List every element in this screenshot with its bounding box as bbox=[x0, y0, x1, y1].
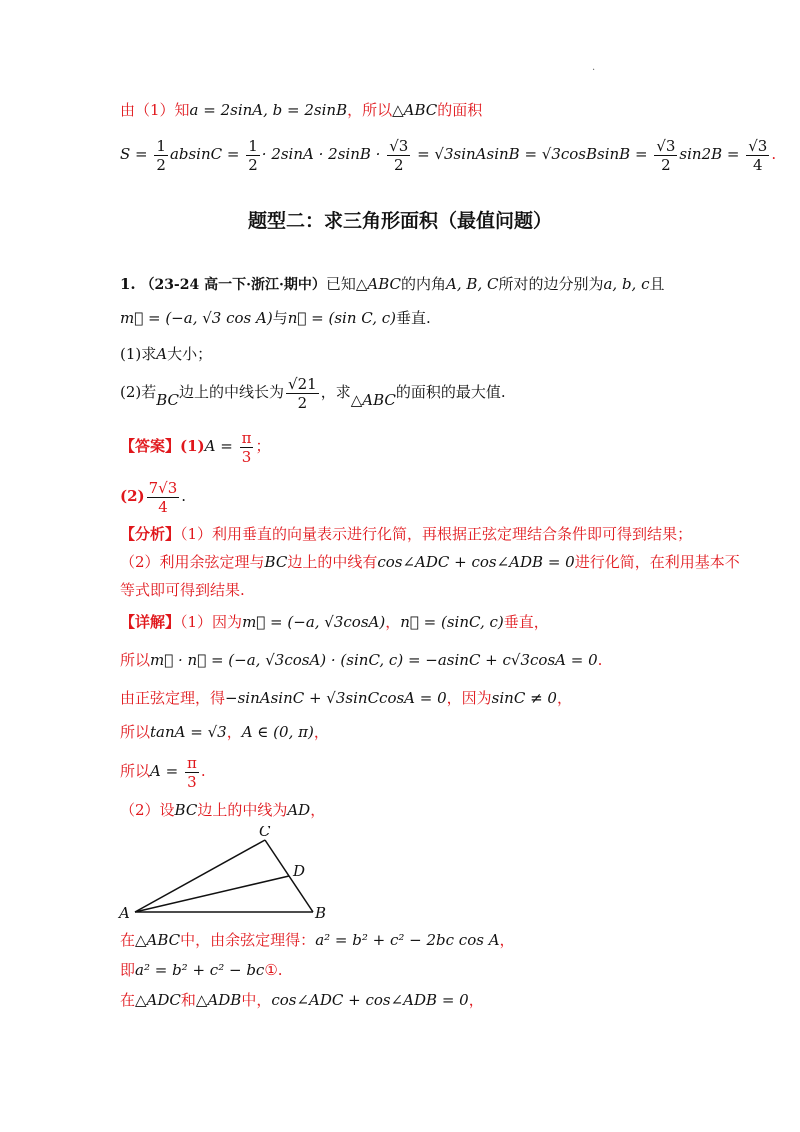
formula-part: sin2B = bbox=[679, 145, 745, 163]
question-triangle: △ABC bbox=[350, 391, 396, 409]
analysis-text: （1）利用垂直的向量表示进行化简，再根据正弦定理结合条件即可得到结果； bbox=[180, 525, 693, 543]
question-var: A bbox=[156, 345, 168, 363]
detail-text: 中，由余弦定理得： bbox=[180, 931, 316, 949]
formula-part: · 2sinA · 2sinB · bbox=[261, 145, 386, 163]
answer-label: 【答案】 bbox=[120, 437, 181, 455]
frac-den: 2 bbox=[156, 155, 166, 174]
detail-text: . bbox=[597, 651, 603, 669]
prev-text: 由（1）知 bbox=[120, 101, 190, 119]
detail-line-9 bbox=[120, 988, 484, 1012]
frac-den: 2 bbox=[297, 393, 308, 412]
frac-den: 3 bbox=[241, 447, 252, 466]
detail-text: （2）设 bbox=[120, 801, 175, 819]
detail-text: ， bbox=[313, 723, 329, 741]
detail-math: −sinAsinC + √3sinCcosA = 0 bbox=[225, 689, 447, 707]
frac-den: 2 bbox=[248, 155, 258, 174]
detail-text: . bbox=[200, 762, 206, 780]
fraction-sqrt3-2 bbox=[387, 137, 410, 174]
detail-text: 垂直， bbox=[503, 613, 549, 631]
fraction-7sqrt3-4 bbox=[147, 479, 180, 516]
fraction-half bbox=[246, 137, 260, 174]
answer-line-1 bbox=[120, 428, 270, 466]
detail-line-4 bbox=[120, 720, 329, 744]
frac-num: √21 bbox=[288, 374, 317, 393]
detail-math: sinC ≠ 0 bbox=[491, 689, 557, 707]
detail-text: ， bbox=[499, 931, 515, 949]
fraction-pi-3 bbox=[185, 754, 199, 791]
question-text: ，求 bbox=[320, 383, 351, 401]
frac-den: 2 bbox=[393, 155, 404, 174]
analysis-var: BC bbox=[264, 553, 288, 571]
problem-text: 所对的边分别为 bbox=[498, 275, 604, 293]
formula-end: . bbox=[771, 145, 777, 163]
answer-part: (1) bbox=[180, 437, 205, 455]
frac-den: 2 bbox=[661, 155, 671, 174]
detail-label: 【详解】 bbox=[120, 613, 181, 631]
fraction-sqrt3-4 bbox=[746, 137, 769, 174]
fraction-sqrt3-2 bbox=[654, 137, 677, 174]
section-heading: 题型二：求三角形面积（最值问题） bbox=[247, 210, 552, 232]
detail-text: 所以 bbox=[120, 723, 151, 741]
detail-text: 边上的中线为 bbox=[197, 801, 288, 819]
detail-line-2 bbox=[120, 648, 602, 672]
detail-line-1 bbox=[120, 610, 549, 634]
frac-den: 3 bbox=[187, 772, 197, 791]
question-text: 的面积的最大值. bbox=[395, 383, 506, 401]
detail-text: 即 bbox=[120, 961, 136, 979]
detail-line-8 bbox=[120, 958, 283, 982]
prev-text: 的面积 bbox=[437, 101, 483, 119]
detail-text: 和 bbox=[180, 991, 196, 1009]
answer-part: . bbox=[181, 487, 187, 505]
detail-text: ，因为 bbox=[446, 689, 492, 707]
answer-line-2 bbox=[120, 476, 186, 516]
question-2 bbox=[120, 372, 506, 412]
vector-n: n⃗ = (sin C, c) bbox=[287, 309, 396, 327]
problem-source: （23-24 高一下·浙江·期中） bbox=[140, 277, 326, 293]
problem-number: 1. bbox=[120, 275, 136, 293]
problem-text: 且 bbox=[649, 275, 665, 293]
analysis-text: 进行化简，在利用基本不 bbox=[574, 553, 740, 571]
analysis-label: 【分析】 bbox=[120, 525, 181, 543]
detail-line-5 bbox=[120, 752, 206, 791]
problem-line-2 bbox=[120, 306, 431, 330]
detail-math: tanA = √3 bbox=[150, 723, 227, 741]
analysis-text: 边上的中线有 bbox=[287, 553, 378, 571]
prev-triangle: △ABC bbox=[392, 101, 438, 119]
answer-part: (2) bbox=[120, 487, 145, 505]
problem-line-1 bbox=[120, 272, 665, 297]
detail-text: ， bbox=[468, 991, 484, 1009]
area-formula bbox=[120, 134, 776, 174]
detail-line-3 bbox=[120, 686, 572, 710]
detail-math: a² = b² + c² − bc bbox=[135, 961, 265, 979]
detail-triangle: △ADB bbox=[195, 991, 242, 1009]
frac-den: 4 bbox=[753, 155, 763, 174]
detail-text: 在 bbox=[120, 991, 136, 1009]
problem-text: 已知 bbox=[325, 275, 356, 293]
vector-m: m⃗ = (−a, √3 cos A) bbox=[120, 309, 273, 327]
answer-part: ； bbox=[255, 437, 271, 455]
detail-math: m⃗ = (−a, √3cosA) bbox=[242, 613, 386, 631]
frac-den: 4 bbox=[158, 497, 168, 516]
page-mark: . bbox=[592, 62, 596, 73]
question-var: BC bbox=[156, 391, 180, 409]
fraction-pi-3 bbox=[240, 429, 254, 466]
formula-part: = √3sinAsinB = √3cosBsinB = bbox=[412, 145, 653, 163]
detail-triangle: △ADC bbox=[135, 991, 181, 1009]
analysis-line-3 bbox=[120, 578, 245, 602]
detail-text: 由正弦定理，得 bbox=[120, 689, 226, 707]
side-ac bbox=[135, 840, 265, 912]
detail-math: a² = b² + c² − 2bc cos A bbox=[315, 931, 500, 949]
label-b: B bbox=[315, 904, 327, 922]
label-a: A bbox=[119, 904, 130, 922]
frac-num: 1 bbox=[156, 136, 166, 155]
detail-text: . bbox=[277, 961, 283, 979]
triangle-diagram bbox=[115, 826, 345, 926]
detail-text: （1）因为 bbox=[180, 613, 243, 631]
prev-text: ，所以 bbox=[347, 101, 393, 119]
label-c: C bbox=[259, 826, 271, 840]
question-text: 边上的中线长为 bbox=[179, 383, 285, 401]
analysis-math: cos∠ADC + cos∠ADB = 0 bbox=[377, 553, 575, 571]
question-text: (1)求 bbox=[120, 345, 157, 363]
detail-math: m⃗ · n⃗ = (−a, √3cosA) · (sinC, c) = −asinC + c√3cosA = 0 bbox=[150, 651, 598, 669]
analysis-line-1 bbox=[120, 522, 692, 546]
problem-text: 与 bbox=[272, 309, 288, 327]
detail-math: A ∈ (0, π) bbox=[241, 723, 314, 741]
detail-triangle: △ABC bbox=[135, 931, 181, 949]
detail-text: 在 bbox=[120, 931, 136, 949]
detail-line-6 bbox=[120, 798, 325, 822]
detail-text: 所以 bbox=[120, 762, 151, 780]
frac-num: √3 bbox=[389, 136, 409, 155]
label-d: D bbox=[293, 862, 306, 880]
frac-num: π bbox=[241, 428, 252, 447]
problem-triangle: △ABC bbox=[355, 275, 402, 293]
frac-num: 7√3 bbox=[148, 478, 178, 497]
circled-one: ① bbox=[264, 961, 278, 979]
prev-math: a = 2sinA, b = 2sinB bbox=[189, 101, 348, 119]
answer-math: A = bbox=[204, 437, 238, 455]
analysis-line-2 bbox=[120, 550, 740, 574]
problem-sides: a, b, c bbox=[603, 275, 650, 293]
question-text: 大小； bbox=[167, 345, 213, 363]
question-1 bbox=[120, 342, 212, 366]
prev-line-1 bbox=[120, 98, 482, 122]
formula-part: S = bbox=[120, 145, 153, 163]
detail-text: ， bbox=[310, 801, 326, 819]
detail-text: 所以 bbox=[120, 651, 151, 669]
median-ad bbox=[135, 876, 289, 912]
detail-text: ， bbox=[385, 613, 401, 631]
frac-num: π bbox=[186, 753, 197, 772]
question-text: (2)若 bbox=[120, 383, 157, 401]
problem-text: 垂直. bbox=[395, 309, 431, 327]
problem-angles: A, B, C bbox=[446, 275, 499, 293]
frac-num: 1 bbox=[248, 136, 258, 155]
detail-line-7 bbox=[120, 928, 515, 952]
detail-math: A = bbox=[150, 762, 183, 780]
detail-math: n⃗ = (sinC, c) bbox=[400, 613, 504, 631]
fraction-sqrt21-2 bbox=[286, 375, 319, 412]
analysis-text: （2）利用余弦定理与 bbox=[120, 553, 265, 571]
frac-num: √3 bbox=[748, 136, 768, 155]
analysis-text: 等式即可得到结果. bbox=[120, 581, 245, 599]
detail-var: BC bbox=[174, 801, 198, 819]
detail-text: 中， bbox=[241, 991, 272, 1009]
detail-text: ， bbox=[226, 723, 242, 741]
detail-math: cos∠ADC + cos∠ADB = 0 bbox=[271, 991, 469, 1009]
detail-var: AD bbox=[287, 801, 311, 819]
problem-text: 的内角 bbox=[401, 275, 447, 293]
frac-num: √3 bbox=[656, 136, 676, 155]
formula-part: absinC = bbox=[169, 145, 245, 163]
detail-text: ， bbox=[556, 689, 572, 707]
fraction-half bbox=[154, 137, 168, 174]
